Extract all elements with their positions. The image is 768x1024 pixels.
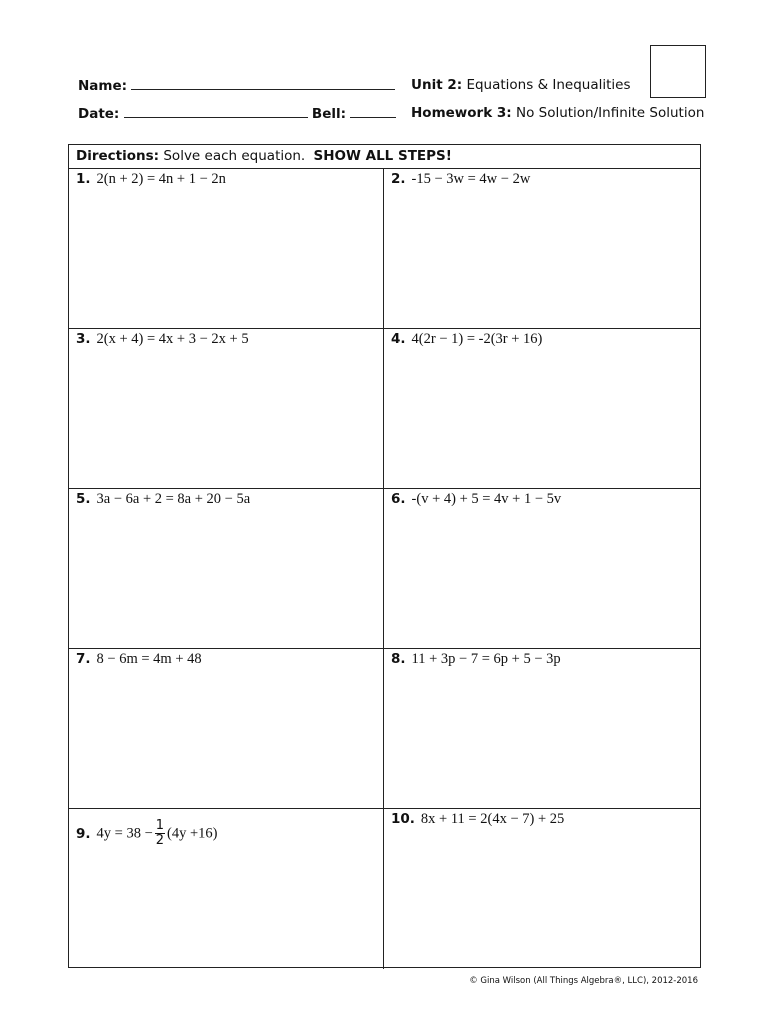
bell-blank[interactable]: [350, 105, 396, 118]
problem-cell-9[interactable]: [69, 809, 384, 969]
bell-label: Bell:: [311, 106, 347, 122]
problem-number: 3.: [76, 331, 91, 347]
homework-title: No Solution/Infinite Solution: [515, 105, 705, 121]
problem-number: 9.: [76, 825, 91, 842]
problem-equation: 3a − 6a + 2 = 8a + 20 − 5a: [96, 491, 251, 507]
problem-equation: 11 + 3p − 7 = 6p + 5 − 3p: [411, 651, 561, 667]
homework-row: [411, 105, 704, 121]
problem-equation: -(v + 4) + 5 = 4v + 1 − 5v: [411, 491, 562, 507]
problem-cell-4[interactable]: [384, 329, 700, 489]
problem-equation: 8 − 6m = 4m + 48: [96, 651, 202, 667]
problem-equation: 4(2r − 1) = -2(3r + 16): [411, 331, 543, 347]
problem-equation-right: (4y +16): [167, 825, 218, 842]
problem-cell-2[interactable]: [384, 169, 700, 329]
problem-number: 2.: [391, 171, 406, 187]
fraction: [155, 819, 165, 848]
problem-equation-left: 4y = 38 −: [96, 825, 153, 842]
homework-label: Homework 3:: [411, 105, 512, 121]
problem-number: 7.: [76, 651, 91, 667]
problem-grid: [69, 169, 700, 969]
date-label: Date:: [78, 106, 120, 122]
problem-number: 1.: [76, 171, 91, 187]
unit-row: [411, 77, 631, 93]
problem-cell-7[interactable]: [69, 649, 384, 809]
date-blank[interactable]: [124, 105, 308, 118]
problem-equation: 2(x + 4) = 4x + 3 − 2x + 5: [96, 331, 249, 347]
problem-cell-8[interactable]: [384, 649, 700, 809]
problem-cell-6[interactable]: [384, 489, 700, 649]
problem-equation: 2(n + 2) = 4n + 1 − 2n: [96, 171, 226, 187]
problem-number: 10.: [391, 811, 415, 827]
directions-emphasis: SHOW ALL STEPS!: [313, 148, 452, 164]
directions-label: Directions:: [76, 148, 160, 164]
problem-cell-3[interactable]: [69, 329, 384, 489]
copyright-footer: © Gina Wilson (All Things Algebra®, LLC), 2012-2016: [469, 976, 698, 986]
problem-number: 8.: [391, 651, 406, 667]
problem-equation: -15 − 3w = 4w − 2w: [411, 171, 531, 187]
problem-cell-1[interactable]: [69, 169, 384, 329]
directions-row: [69, 145, 700, 169]
unit-label: Unit 2:: [411, 77, 463, 93]
problem-cell-10[interactable]: [384, 809, 700, 969]
problem-sheet: [68, 144, 701, 968]
name-blank[interactable]: [131, 77, 395, 90]
fraction-numerator: 1: [155, 818, 165, 833]
problem-equation: 8x + 11 = 2(4x − 7) + 25: [420, 811, 565, 827]
date-field-row: [78, 105, 396, 122]
name-field-row: [78, 77, 395, 94]
problem-number: 4.: [391, 331, 406, 347]
unit-title: Equations & Inequalities: [466, 77, 631, 93]
name-label: Name:: [78, 78, 128, 94]
score-box: [650, 45, 706, 98]
problem-number: 6.: [391, 491, 406, 507]
fraction-denominator: 2: [155, 833, 165, 848]
problem-cell-5[interactable]: [69, 489, 384, 649]
directions-text: Solve each equation.: [163, 148, 306, 164]
problem-number: 5.: [76, 491, 91, 507]
